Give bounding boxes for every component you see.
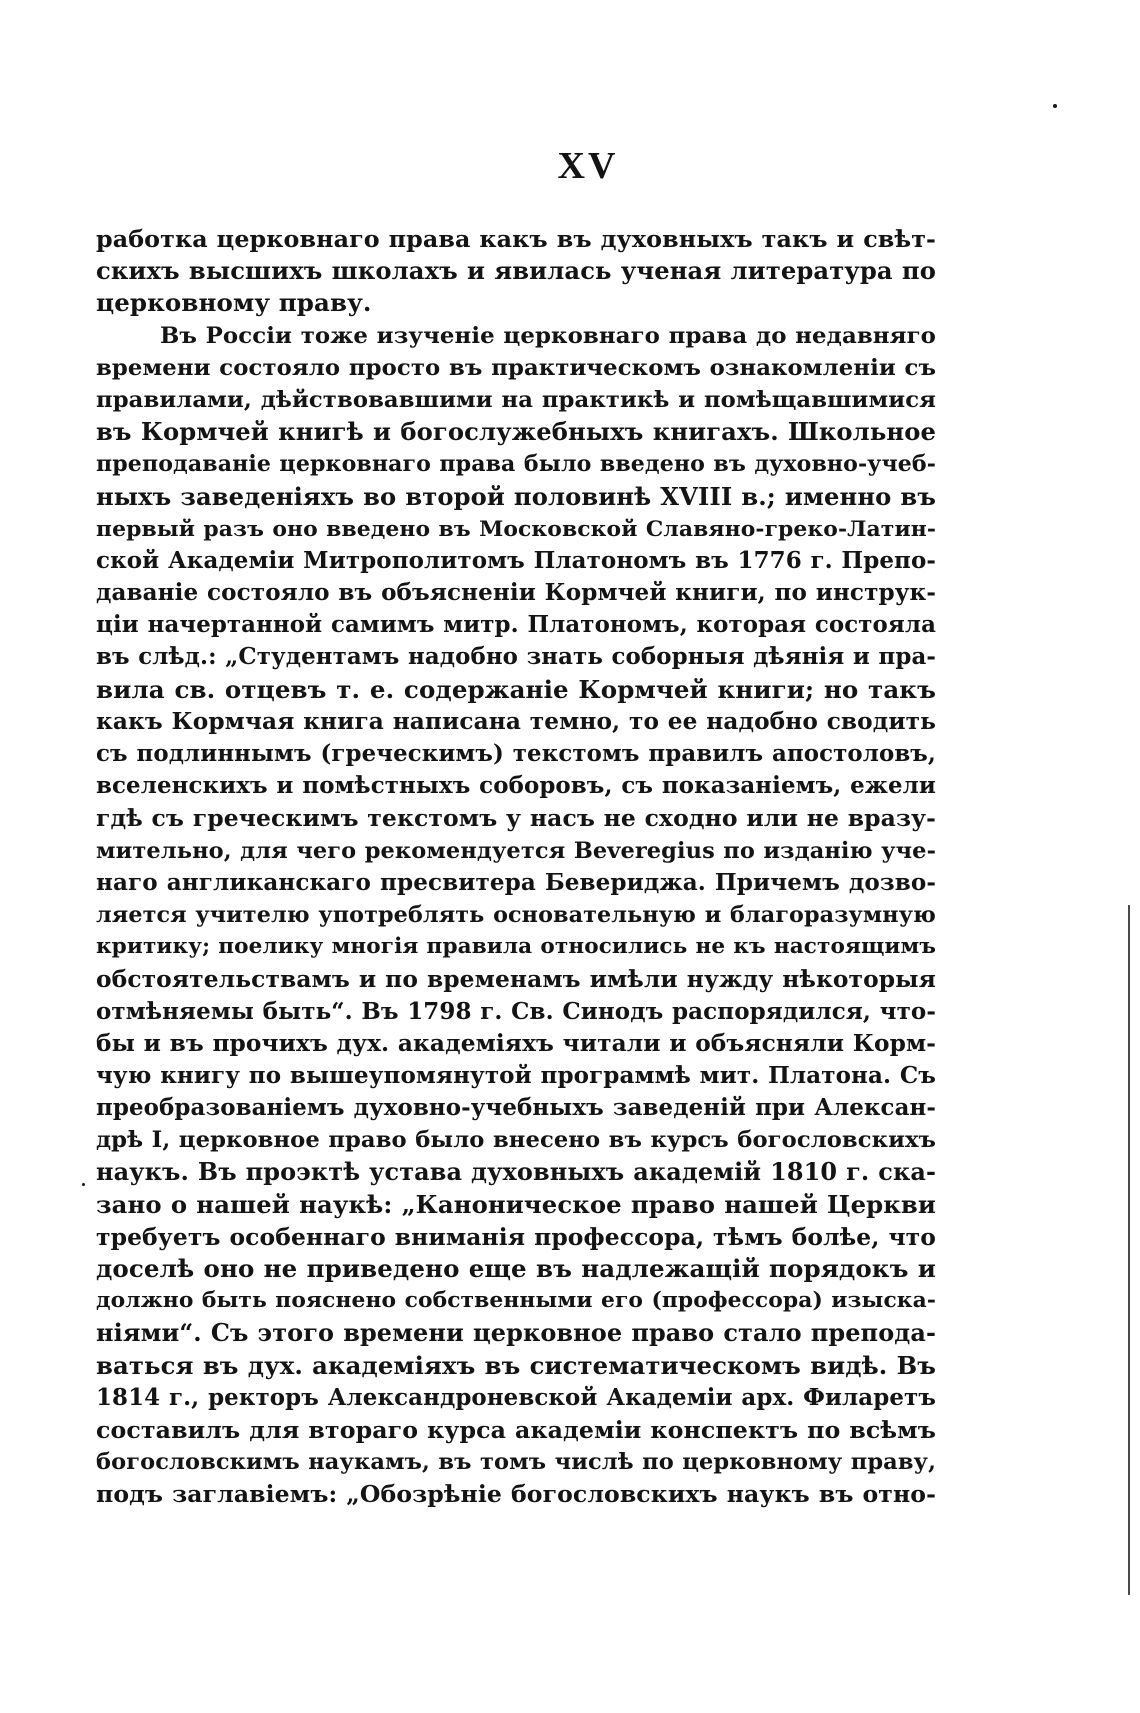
text-line: подъ заглавіемъ: „Обозрѣніе богословскихъ наукъ въ отно- <box>96 1480 936 1509</box>
scan-speck <box>82 1183 85 1186</box>
text-line: скихъ высшихъ школахъ и явилась ученая литература по <box>96 256 936 286</box>
text-line: работка церковнаго права какъ въ духовныхъ такъ и свѣт- <box>96 225 936 253</box>
text-line: въ Кормчей книгѣ и богослужебныхъ книгахъ. Школьное <box>96 417 936 447</box>
text-line: преобразованіемъ духовно-учебныхъ заведеній при Алексан- <box>96 1094 936 1122</box>
text-line: первый разъ оно введено въ Московской Славяно-греко-Латин- <box>96 515 936 542</box>
text-line: ціи начертанной самимъ митр. Платономъ, которая состояла <box>96 612 936 639</box>
text-line: наго англиканскаго пресвитера Бевериджа. Причемъ дозво- <box>96 868 936 896</box>
text-line: богословскимъ наукамъ, въ томъ числѣ по церковному праву, <box>96 1449 936 1476</box>
text-line: ныхъ заведеніяхъ во второй половинѣ XVIII в.; именно въ <box>96 481 936 511</box>
text-line: бы и въ прочихъ дух. академіяхъ читали и объясняли Корм- <box>96 1029 936 1057</box>
text-line: преподаваніе церковнаго права было введено въ духовно-учеб- <box>96 451 936 478</box>
scan-edge-line <box>1128 905 1130 1595</box>
text-line: ніями“. Съ этого времени церковное право стало препода- <box>96 1319 936 1348</box>
text-line: обстоятельствамъ и по временамъ имѣли нужду нѣкоторыя <box>96 965 936 994</box>
text-line: какъ Кормчая книга написана темно, то ее надобно сводить <box>96 707 936 735</box>
text-line: времени состояло просто въ практическомъ ознакомленіи съ <box>96 354 936 381</box>
body-text <box>96 223 936 1511</box>
text-line: съ подлиннымъ (греческимъ) текстомъ правилъ апостоловъ, <box>96 741 936 767</box>
text-line: ляется учителю употреблять основательную и благоразумную <box>96 901 936 928</box>
text-line: составилъ для втораго курса академіи конспектъ по всѣмъ <box>96 1415 936 1444</box>
text-line: наукъ. Въ проэктѣ устава духовныхъ академій 1810 г. ска- <box>96 1158 936 1187</box>
page-number: XV <box>557 145 619 187</box>
text-line: дрѣ I, церковное право было внесено въ курсъ богословскихъ <box>96 1127 936 1154</box>
text-line: ской Академіи Митрополитомъ Платономъ въ 1776 г. Препо- <box>96 546 936 574</box>
text-line: чую книгу по вышеупомянутой программѣ мит. Платона. Съ <box>96 1061 936 1089</box>
text-line: правилами, дѣйствовавшими на практикѣ и помѣщавшимися <box>96 386 936 413</box>
scan-speck <box>1053 104 1057 108</box>
text-line: отмѣняемы быть“. Въ 1798 г. Св. Синодъ распорядился, что- <box>96 997 936 1025</box>
text-line: въ слѣд.: „Студентамъ надобно знать соборныя дѣянія и пра- <box>96 644 936 671</box>
text-line: даваніе состояло въ объясненіи Кормчей книги, по инструк- <box>96 579 936 607</box>
text-line: должно быть пояснено собственными его (профессора) изыска- <box>96 1288 936 1314</box>
paragraph-first-line: Въ Россіи тоже изученіе церковнаго права до недавняго <box>160 322 936 349</box>
text-line: зано о нашей наукѣ: „Каноническое право нашей Церкви <box>96 1189 936 1219</box>
text-line: 1814 г., ректоръ Александроневской Академіи арх. Филаретъ <box>96 1383 936 1411</box>
text-line: доселѣ оно не приведено еще въ надлежащій порядокъ и <box>96 1254 936 1283</box>
text-line: церковному праву. <box>96 288 372 318</box>
text-line: критику; поелику многія правила относились не къ настоящимъ <box>96 934 936 960</box>
text-line: гдѣ съ греческимъ текстомъ у насъ не сходно или не вразу- <box>96 804 936 833</box>
text-line: вила св. отцевъ т. е. содержаніе Кормчей книги; но такъ <box>96 674 936 704</box>
text-line: ваться въ дух. академіяхъ въ систематическомъ видѣ. Въ <box>96 1350 936 1380</box>
text-line: вселенскихъ и помѣстныхъ соборовъ, съ показаніемъ, ежели <box>96 772 936 800</box>
text-line: мительно, для чего рекомендуется Beveregius по изданію уче- <box>96 837 936 864</box>
text-line: требуетъ особеннаго вниманія профессора, тѣмъ болѣе, что <box>96 1222 936 1251</box>
